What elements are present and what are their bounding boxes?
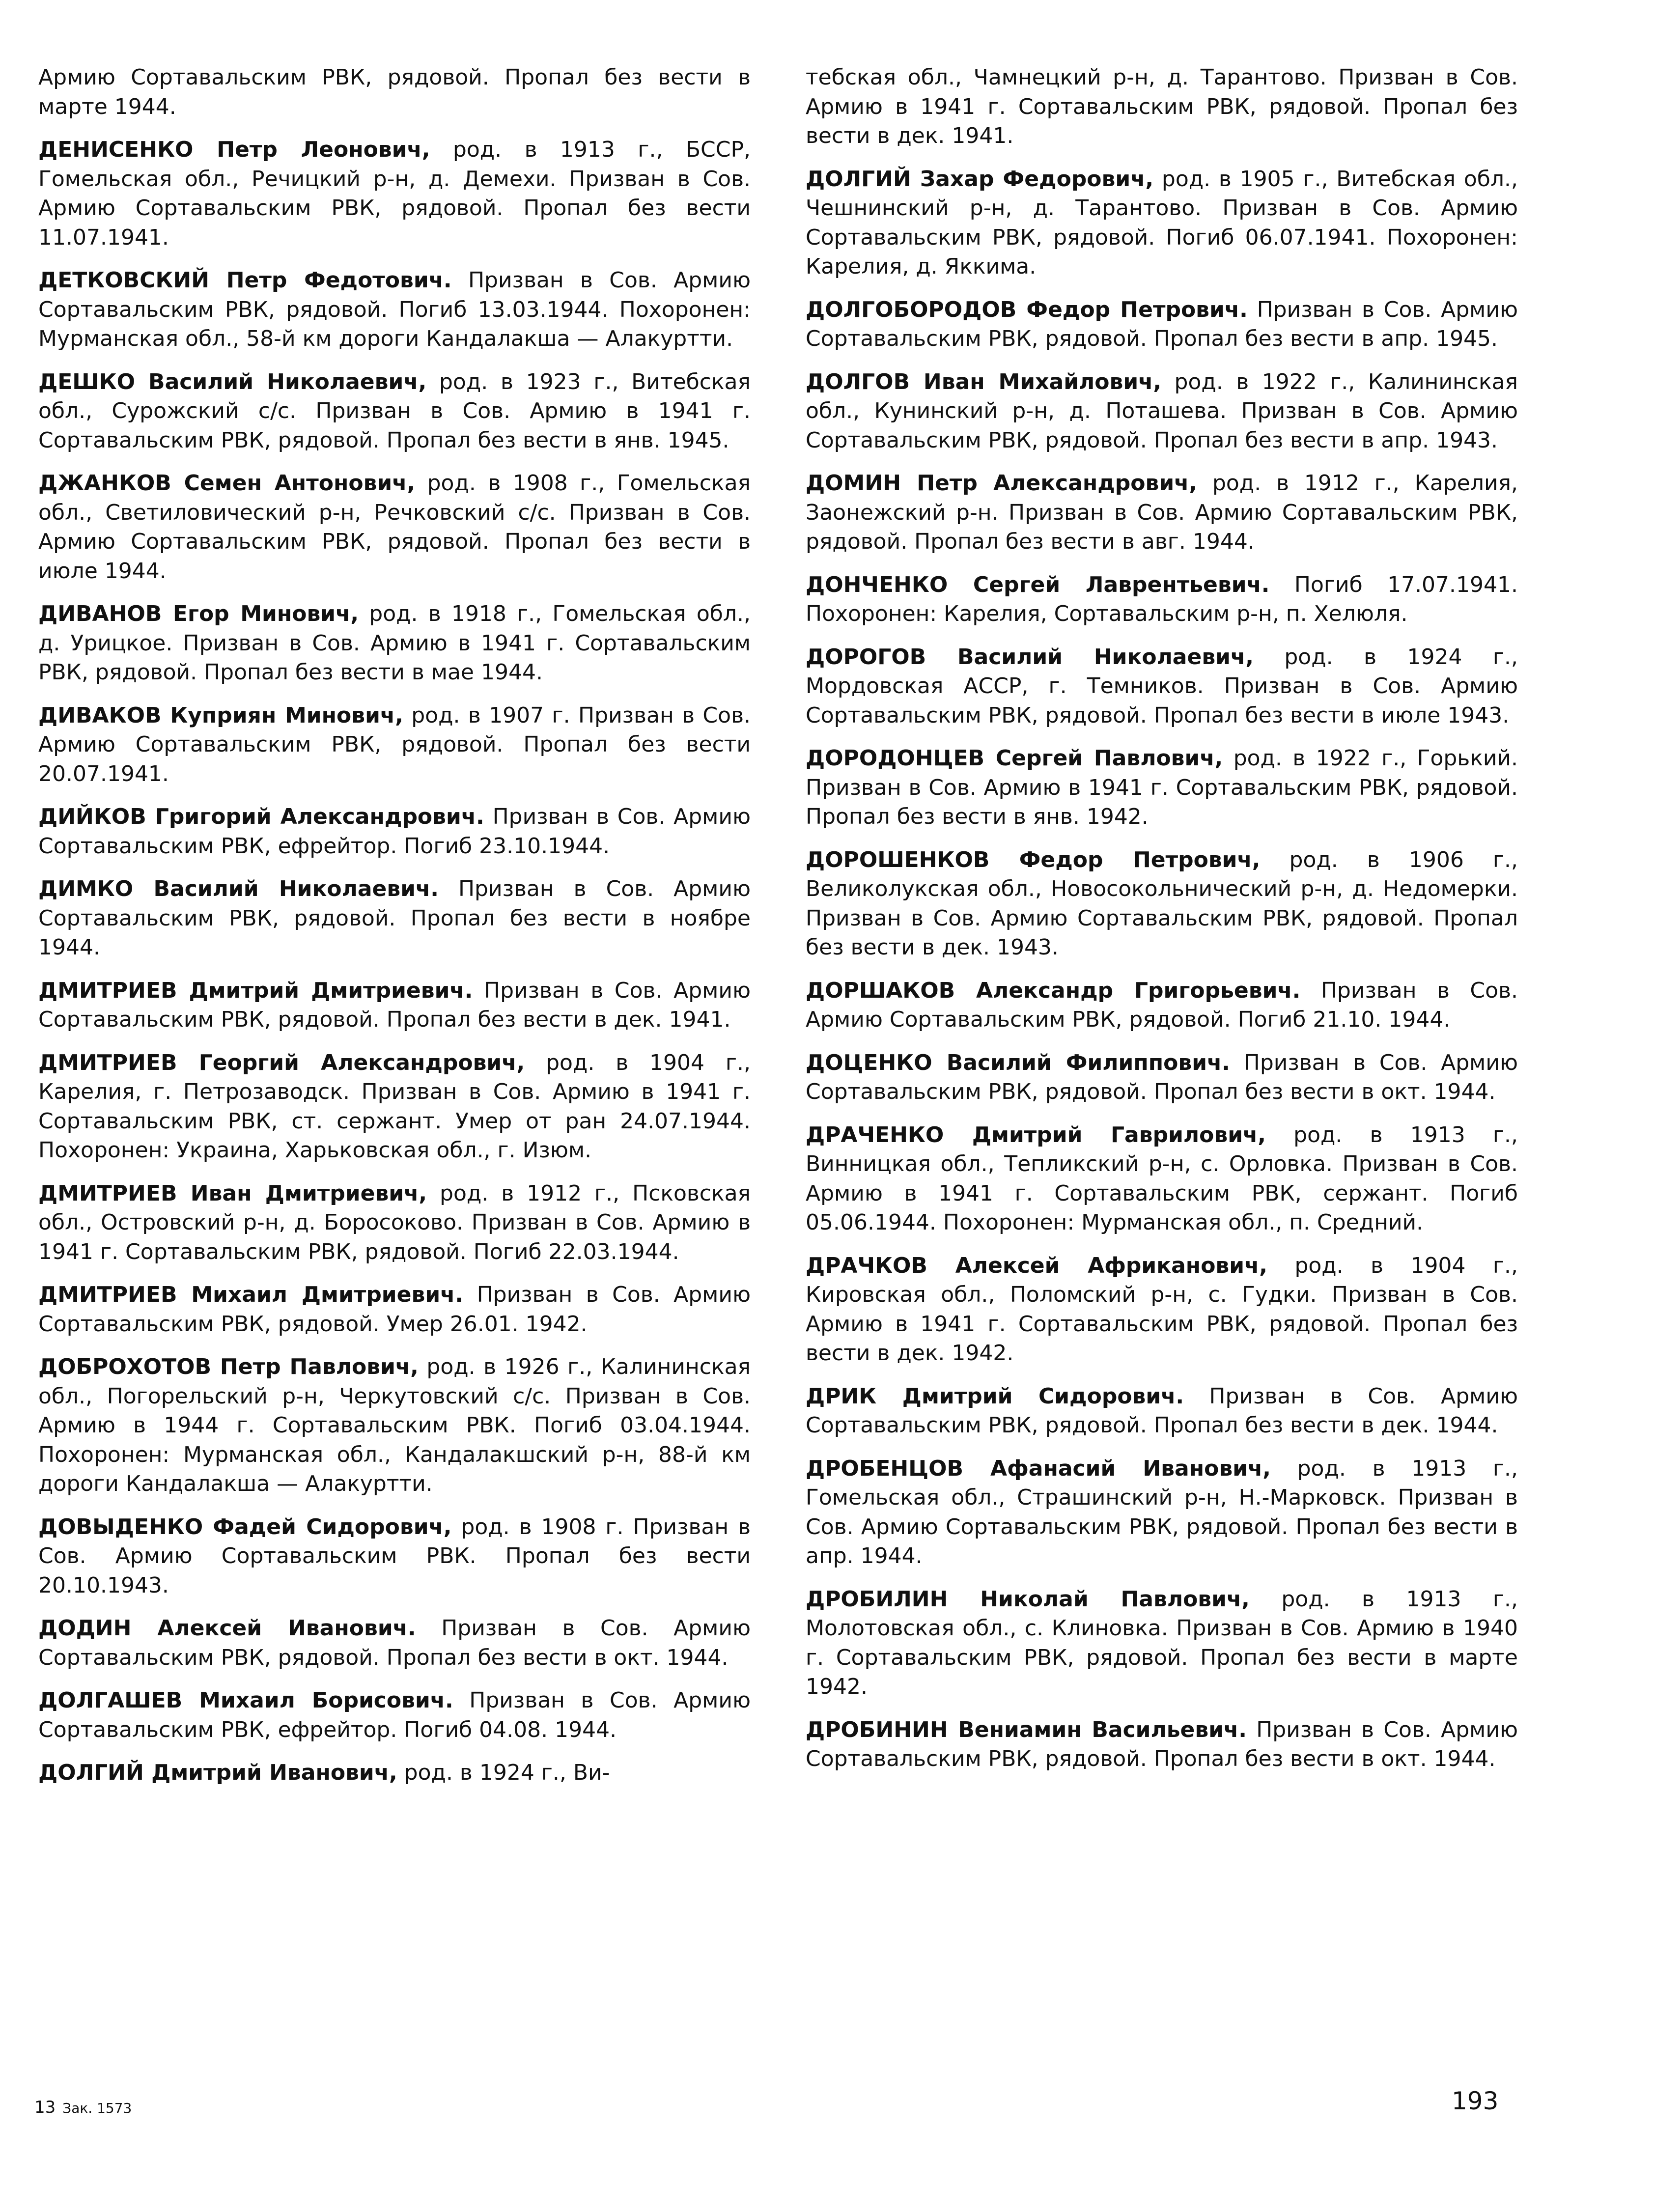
entry-text: Призван в Сов. Армию Сортавальским РВК, рядовой. Погиб 21.10. 1944. [806,978,1518,1032]
entry-name: ДЕТКОВСКИЙ Петр Федотович. [38,268,452,293]
register-entry [38,1512,751,1600]
entry-text: Призван в Сов. Армию Сортавальским РВК, рядовой. Пропал без вести в окт. 1944. [806,1050,1518,1104]
register-entry [806,1585,1518,1702]
register-entry [806,367,1518,455]
entry-text: род. в 1913 г., Винницкая обл., Тепликский р-н, с. Орловка. Призван в Сов. Армию в 1941 г. Сортавальским РВК, сержант. Погиб 05.06.1944. Похоронен: Мурманская обл., п. Средний. [806,1122,1518,1235]
register-entry [806,295,1518,354]
entry-name: ДОБРОХОТОВ Петр Павлович, [38,1354,419,1379]
register-entry [38,1179,751,1267]
entry-text: Армию Сортавальским РВК, рядовой. Пропал без вести в марте 1944. [38,65,751,119]
left-column [38,63,751,1801]
entry-text: Призван в Сов. Армию Сортавальским РВК, ефрейтор. Погиб 23.10.1944. [38,804,751,859]
entry-text: род. в 1905 г., Витебская обл., Чешнинский р-н, д. Тарантово. Призван в Сов. Армию Сортавальским РВК, рядовой. Погиб 06.07.1941. Похоронен: Карелия, д. Яккима. [806,166,1518,279]
entry-name: ДИЙКОВ Григорий Александрович. [38,804,484,829]
entry-name: ДМИТРИЕВ Михаил Дмитриевич. [38,1282,464,1307]
entry-name: ДОНЧЕНКО Сергей Лаврентьевич. [806,572,1270,597]
entry-name: ДРОБИЛИН Николай Павлович, [806,1586,1250,1612]
entry-text: тебская обл., Чамнецкий р-н, д. Тарантово. Призван в Сов. Армию в 1941 г. Сортавальским РВК, рядовой. Пропал без вести в дек. 1941. [806,65,1518,148]
register-entry [806,1454,1518,1571]
entry-name: ДИВАНОВ Егор Минович, [38,601,359,626]
register-entry [806,1382,1518,1440]
entry-name: ДОЦЕНКО Василий Филиппович. [806,1050,1230,1075]
entry-text: род. в 1918 г., Гомельская обл., д. Урицкое. Призван в Сов. Армию в 1941 г. Сортавальским РВК, рядовой. Пропал без вести в мае 1944. [38,601,751,685]
entry-name: ДРАЧЕНКО Дмитрий Гаврилович, [806,1122,1266,1148]
entry-name: ДРАЧКОВ Алексей Африканович, [806,1253,1268,1278]
entry-name: ДМИТРИЕВ Иван Дмитриевич, [38,1180,427,1206]
register-entry [38,701,751,789]
entry-text: род. в 1904 г., Кировская обл., Поломский р-н, с. Гудки. Призван в Сов. Армию в 1941 г. Сортавальским РВК, рядовой. Пропал без вести в дек. 1942. [806,1253,1518,1366]
entry-text: род. в 1922 г., Горький. Призван в Сов. Армию в 1941 г. Сортавальским РВК, рядовой. Пропал без вести в янв. 1942. [806,746,1518,829]
entry-text: род. в 1907 г. Призван в Сов. Армию Сортавальским РВК, рядовой. Пропал без вести 20.07.1941. [38,702,751,786]
entry-name: ДОЛГОБОРОДОВ Федор Петрович. [806,297,1248,322]
register-entry [806,845,1518,962]
register-entry [38,976,751,1035]
entry-name: ДЕШКО Василий Николаевич, [38,369,427,394]
entry-name: ДЕНИСЕНКО Петр Леонович, [38,137,430,162]
entry-text: Призван в Сов. Армию Сортавальским РВК, рядовой. Пропал без вести в окт. 1944. [38,1616,751,1670]
entry-text: Призван в Сов. Армию Сортавальским РВК, рядовой. Погиб 13.03.1944. Похоронен: Мурманская обл., 58-й км дороги Кандалакша — Алакуртти. [38,268,751,351]
entry-text: род. в 1904 г., Карелия, г. Петрозаводск. Призван в Сов. Армию в 1941 г. Сортавальским РВК, ст. сержант. Умер от ран 24.07.1944. Похоронен: Украина, Харьковская обл., г. Изюм. [38,1050,751,1163]
entry-name: ДОМИН Петр Александрович, [806,471,1198,496]
register-entry [806,469,1518,557]
register-entry [38,367,751,455]
entry-text: род. в 1908 г. Призван в Сов. Армию Сортавальским РВК. Пропал без вести 20.10.1943. [38,1514,751,1598]
entry-text: род. в 1913 г., БССР, Гомельская обл., Речицкий р-н, д. Демехи. Призван в Сов. Армию Сортавальским РВК, рядовой. Пропал без вести 11.07.1941. [38,137,751,250]
register-entry [806,976,1518,1035]
entry-name: ДМИТРИЕВ Георгий Александрович, [38,1050,525,1075]
register-entry [806,1251,1518,1368]
register-entry [38,874,751,962]
entry-name: ДОЛГИЙ Захар Федорович, [806,166,1154,192]
register-entry [806,744,1518,832]
register-entry [38,1048,751,1165]
entry-text: род. в 1908 г., Гомельская обл., Светиловический р-н, Речковский с/с. Призван в Сов. Армию Сортавальским РВК, рядовой. Пропал без вести в июле 1944. [38,471,751,584]
entry-name: ДОВЫДЕНКО Фадей Сидорович, [38,1514,452,1540]
entry-text: Призван в Сов. Армию Сортавальским РВК, рядовой. Пропал без вести в дек. 1944. [806,1383,1518,1438]
entry-name: ДОРОГОВ Василий Николаевич, [806,644,1254,670]
register-entry [806,1048,1518,1107]
entry-text: род. в 1913 г., Гомельская обл., Страшинский р-н, Н.-Марковск. Призван в Сов. Армию Сортавальским РВК, рядовой. Пропал без вести в апр. 1944. [806,1456,1518,1568]
entry-text: род. в 1912 г., Псковская обл., Островский р-н, д. Боросоково. Призван в Сов. Армию в 1941 г. Сортавальским РВК, рядовой. Погиб 22.03.1944. [38,1180,751,1264]
entry-name: ДИВАКОВ Куприян Минович, [38,702,403,728]
entry-text: Призван в Сов. Армию Сортавальским РВК, рядовой. Пропал без вести в окт. 1944. [806,1717,1518,1771]
register-entry [806,1715,1518,1774]
register-entry [38,599,751,687]
entry-name: ДОРОДОНЦЕВ Сергей Павлович, [806,746,1223,771]
entry-text: род. в 1906 г., Великолукская обл., Новосокольнический р-н, д. Недомерки. Призван в Сов. Армию Сортавальским РВК, рядовой. Пропал без вести в дек. 1943. [806,847,1518,960]
entry-name: ДОРШАКОВ Александр Григорьевич. [806,978,1301,1003]
signature-text: Зак. 1573 [62,2100,132,2116]
register-entry [806,643,1518,730]
register-entry [806,570,1518,629]
register-entry [38,1758,751,1788]
entry-name: ДОЛГАШЕВ Михаил Борисович. [38,1688,453,1713]
register-entry [38,135,751,252]
entry-text: Призван в Сов. Армию Сортавальским РВК, рядовой. Пропал без вести в дек. 1941. [38,978,751,1032]
entry-text: род. в 1923 г., Витебская обл., Сурожский с/с. Призван в Сов. Армию в 1941 г. Сортавальским РВК, рядовой. Пропал без вести в янв. 1945. [38,369,751,453]
register-entry [38,1352,751,1499]
register-entry [38,802,751,861]
entry-text: род. в 1913 г., Молотовская обл., с. Клиновка. Призван в Сов. Армию в 1940 г. Сортавальским РВК, рядовой. Пропал без вести в марте 1942. [806,1586,1518,1699]
entry-name: ДОЛГИЙ Дмитрий Иванович, [38,1760,397,1785]
entry-text: род. в 1912 г., Карелия, Заонежский р-н. Призван в Сов. Армию Сортавальским РВК, рядовой. Пропал без вести в авг. 1944. [806,471,1518,554]
entry-text: Погиб 17.07.1941. Похоронен: Карелия, Сортавальским р-н, п. Хелюля. [806,572,1518,626]
entry-text: род. в 1924 г., Ви- [397,1760,610,1785]
entry-name: ДОДИН Алексей Иванович. [38,1616,416,1641]
entry-name: ДЖАНКОВ Семен Антонович, [38,471,416,496]
entry-name: ДОРОШЕНКОВ Федор Петрович, [806,847,1261,872]
printer-signature [34,2098,132,2117]
page-number: 193 [1452,2087,1499,2115]
register-entry [806,1120,1518,1237]
entry-name: ДМИТРИЕВ Дмитрий Дмитриевич. [38,978,473,1003]
right-column [806,63,1518,1788]
register-entry [38,1614,751,1672]
entry-name: ДРИК Дмитрий Сидорович. [806,1383,1184,1409]
register-entry [38,266,751,354]
entry-text: род. в 1922 г., Калининская обл., Кунинский р-н, д. Поташева. Призван в Сов. Армию Сортавальским РВК, рядовой. Пропал без вести в апр. 1943. [806,369,1518,453]
entry-text: Призван в Сов. Армию Сортавальским РВК, ефрейтор. Погиб 04.08. 1944. [38,1688,751,1742]
entry-text: Призван в Сов. Армию Сортавальским РВК, рядовой. Пропал без вести в ноябре 1944. [38,876,751,960]
entry-name: ДОЛГОВ Иван Михайлович, [806,369,1162,394]
entry-name: ДРОБИНИН Вениамин Васильевич. [806,1717,1247,1742]
entry-text: Призван в Сов. Армию Сортавальским РВК, рядовой. Умер 26.01. 1942. [38,1282,751,1337]
entry-name: ДРОБЕНЦОВ Афанасий Иванович, [806,1456,1271,1481]
entry-text: род. в 1926 г., Калининская обл., Погорельский р-н, Черкутовский с/с. Призван в Сов. Армию в 1944 г. Сортавальским РВК. Погиб 03.04.1944. Похоронен: Мурманская обл., Кандалакшский р-н, 88-й км дороги Кандалакша — Алакуртти. [38,1354,751,1496]
entry-name: ДИМКО Василий Николаевич. [38,876,439,901]
signature-number: 13 [34,2098,56,2117]
register-entry [38,63,751,121]
register-entry [38,1280,751,1339]
entry-text: род. в 1924 г., Мордовская АССР, г. Темников. Призван в Сов. Армию Сортавальским РВК, рядовой. Пропал без вести в июле 1943. [806,644,1518,728]
register-entry [38,469,751,586]
register-entry [38,1686,751,1744]
register-entry [806,165,1518,281]
register-entry [806,63,1518,151]
entry-text: Призван в Сов. Армию Сортавальским РВК, рядовой. Пропал без вести в апр. 1945. [806,297,1518,351]
